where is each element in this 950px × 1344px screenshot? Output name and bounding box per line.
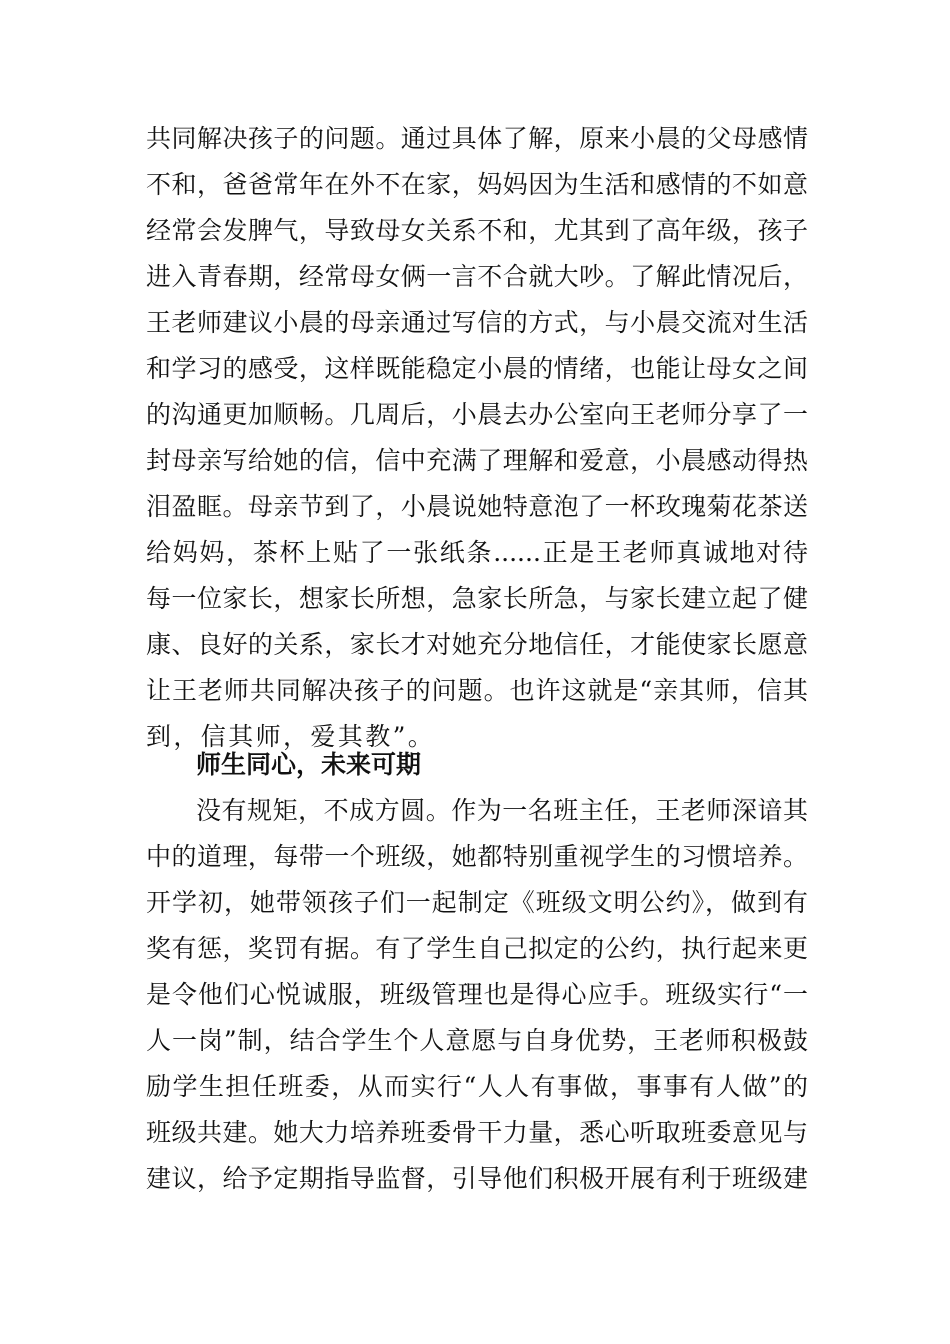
text-line: 中的道理，每带一个班级，她都特别重视学生的习惯培养。 [146,842,808,871]
text-line: 和学习的感受，这样既能稳定小晨的情绪，也能让母女之间 [146,354,808,383]
text-line: 康、良好的关系，家长才对她充分地信任，才能使家长愿意 [146,630,808,659]
text-line: 人一岗”制，结合学生个人意愿与自身优势，王老师积极鼓 [146,1026,808,1055]
text-line: 励学生担任班委，从而实行“人人有事做，事事有人做”的 [146,1072,808,1101]
text-line: 不和，爸爸常年在外不在家，妈妈因为生活和感情的不如意 [146,170,808,199]
text-line: 进入青春期，经常母女俩一言不合就大吵。了解此情况后， [146,262,808,291]
text-line: 建议，给予定期指导监督，引导他们积极开展有利于班级建 [146,1164,808,1193]
text-line: 泪盈眶。母亲节到了，小晨说她特意泡了一杯玫瑰菊花茶送 [146,492,808,521]
text-line: 到，信其师，爱其教”。 [146,722,436,751]
text-line: 奖有惩，奖罚有据。有了学生自己拟定的公约，执行起来更 [146,934,808,963]
text-line: 没有规矩，不成方圆。作为一名班主任，王老师深谙其 [196,796,808,825]
text-line: 给妈妈，茶杯上贴了一张纸条......正是王老师真诚地对待 [146,538,808,567]
section-heading: 师生同心，未来可期 [196,750,422,779]
text-line: 开学初，她带领孩子们一起制定《班级文明公约》，做到有 [146,888,808,917]
text-line: 经常会发脾气，导致母女关系不和，尤其到了高年级，孩子 [146,216,808,245]
text-line: 班级共建。她大力培养班委骨干力量，悉心听取班委意见与 [146,1118,808,1147]
text-line: 是令他们心悦诚服，班级管理也是得心应手。班级实行“一 [146,980,808,1009]
text-line: 共同解决孩子的问题。通过具体了解，原来小晨的父母感情 [146,124,808,153]
text-line: 每一位家长，想家长所想，急家长所急，与家长建立起了健 [146,584,808,613]
text-line: 的沟通更加顺畅。几周后，小晨去办公室向王老师分享了一 [146,400,808,429]
text-line: 封母亲写给她的信，信中充满了理解和爱意，小晨感动得热 [146,446,808,475]
text-line: 让王老师共同解决孩子的问题。也许这就是“亲其师，信其 [146,676,808,705]
text-line: 王老师建议小晨的母亲通过写信的方式，与小晨交流对生活 [146,308,808,337]
